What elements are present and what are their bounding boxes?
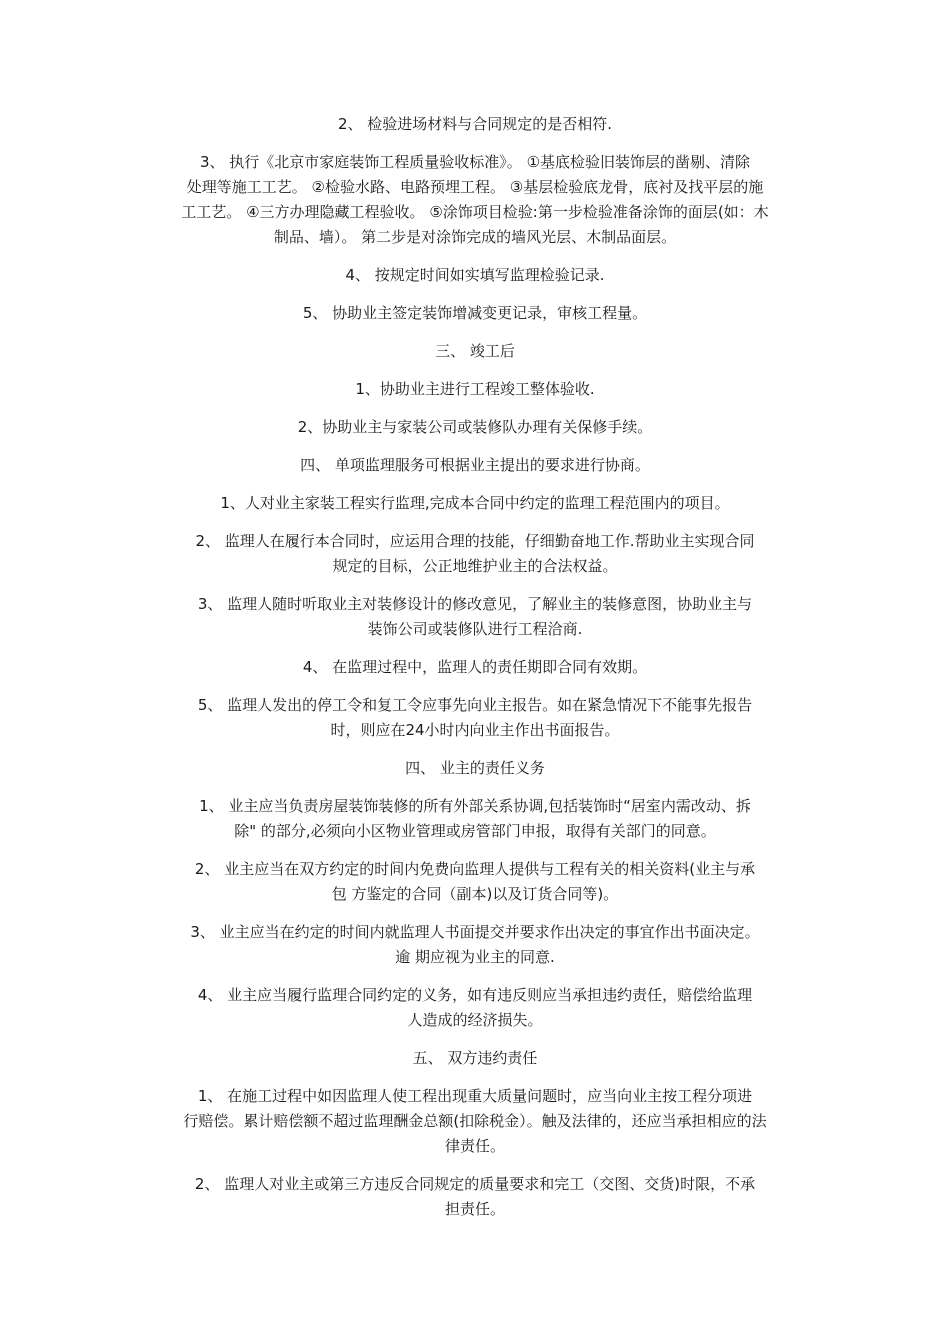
text-line: 5、 监理人发出的停工令和复工令应事先向业主报告。如在紧急情况下不能事先报告 <box>197 696 753 714</box>
text-line: 2、 业主应当在双方约定的时间内免费向监理人提供与工程有关的相关资料(业主与承 <box>194 860 756 878</box>
text-line: 3、 监理人随时听取业主对装修设计的修改意见，了解业主的装修意图，协助业主与 <box>197 595 753 613</box>
text-line: 时，则应在24小时内向业主作出书面报告。 <box>330 721 620 739</box>
paragraph <box>140 377 810 402</box>
paragraph <box>140 655 810 680</box>
paragraph <box>140 112 810 137</box>
paragraph <box>140 857 810 907</box>
text-line: 2、 监理人在履行本合同时，应运用合理的技能，仔细勤奋地工作.帮助业主实现合同 <box>195 532 755 550</box>
text-line: 1、协助业主进行工程竣工整体验收. <box>355 380 595 398</box>
text-line: 担责任。 <box>444 1200 505 1218</box>
text-line: 工工艺。 ④三方办理隐藏工程验收。 ⑤涂饰项目检验:第一步检验准备涂饰的面层(如：木 <box>181 203 769 221</box>
paragraph <box>140 794 810 844</box>
text-line: 1、 业主应当负责房屋装饰装修的所有外部关系协调,包括装饰时“居室内需改动、拆 <box>199 797 751 815</box>
text-line: 3、 执行《北京市家庭装饰工程质量验收标准》。 ①基底检验旧装饰层的凿剔、清除 <box>199 153 751 171</box>
paragraph <box>140 453 810 478</box>
paragraph <box>140 1046 810 1071</box>
text-line: 处理等施工工艺。 ②检验水路、电路预埋工程。 ③基层检验底龙骨，底衬及找平层的施 <box>186 178 764 196</box>
paragraph <box>140 301 810 326</box>
paragraph <box>140 1084 810 1159</box>
text-line: 除" 的部分,必须向小区物业管理或房管部门申报，取得有关部门的同意。 <box>234 822 716 840</box>
paragraph <box>140 920 810 970</box>
paragraph <box>140 592 810 642</box>
document-page <box>140 112 810 1235</box>
text-line: 律责任。 <box>444 1137 505 1155</box>
text-line: 逾 期应视为业主的同意. <box>395 948 555 966</box>
text-line: 五、 双方违约责任 <box>412 1049 538 1067</box>
paragraph <box>140 339 810 364</box>
text-line: 包 方鉴定的合同（副本)以及订货合同等)。 <box>331 885 619 903</box>
text-line: 3、 业主应当在约定的时间内就监理人书面提交并要求作出决定的事宜作出书面决定。 <box>190 923 760 941</box>
paragraph <box>140 491 810 516</box>
text-line: 1、人对业主家装工程实行监理,完成本合同中约定的监理工程范围内的项目。 <box>220 494 730 512</box>
paragraph <box>140 150 810 250</box>
text-line: 2、协助业主与家装公司或装修队办理有关保修手续。 <box>297 418 653 436</box>
text-line: 5、 协助业主签定装饰增减变更记录，审核工程量。 <box>302 304 648 322</box>
text-line: 人造成的经济损失。 <box>407 1011 543 1029</box>
text-line: 四、 单项监理服务可根据业主提出的要求进行协商。 <box>300 456 650 474</box>
paragraph <box>140 415 810 440</box>
text-line: 三、 竣工后 <box>435 342 515 360</box>
text-line: 行赔偿。累计赔偿额不超过监理酬金总额(扣除税金）。触及法律的，还应当承担相应的法 <box>183 1112 767 1130</box>
text-line: 规定的目标，公正地维护业主的合法权益。 <box>332 557 618 575</box>
paragraph <box>140 529 810 579</box>
paragraph <box>140 693 810 743</box>
text-line: 1、 在施工过程中如因监理人使工程出现重大质量问题时，应当向业主按工程分项进 <box>197 1087 753 1105</box>
text-line: 制品、墙）。 第二步是对涂饰完成的墙风光层、木制品面层。 <box>273 228 677 246</box>
text-line: 4、 按规定时间如实填写监理检验记录. <box>345 266 605 284</box>
text-line: 2、 监理人对业主或第三方违反合同规定的质量要求和完工（交图、交货)时限，不承 <box>194 1175 756 1193</box>
paragraph <box>140 983 810 1033</box>
text-line: 装饰公司或装修队进行工程洽商. <box>367 620 583 638</box>
paragraph <box>140 1172 810 1222</box>
text-line: 2、 检验进场材料与合同规定的是否相符. <box>337 115 613 133</box>
paragraph <box>140 263 810 288</box>
text-line: 4、 在监理过程中，监理人的责任期即合同有效期。 <box>302 658 648 676</box>
paragraph <box>140 756 810 781</box>
text-line: 四、 业主的责任义务 <box>405 759 545 777</box>
text-line: 4、 业主应当履行监理合同约定的义务，如有违反则应当承担违约责任，赔偿给监理 <box>197 986 753 1004</box>
